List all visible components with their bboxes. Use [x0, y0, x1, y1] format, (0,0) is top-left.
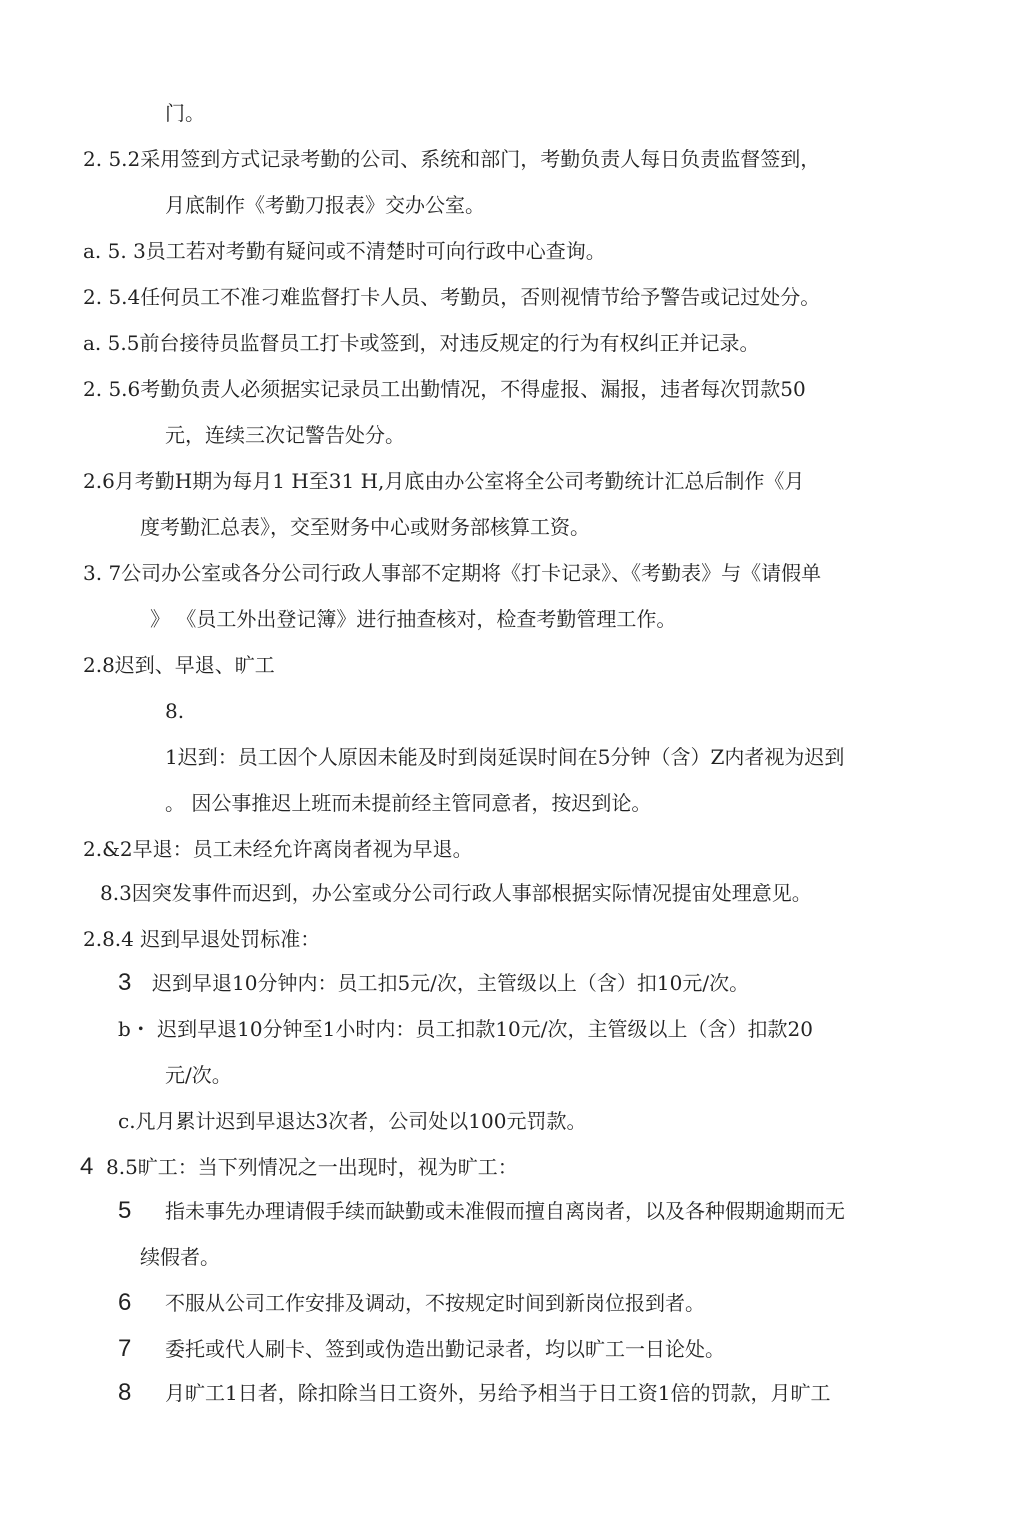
- text-line: 1迟到：员工因个人原因未能及时到岗延误时间在5分钟（含）Z内者视为迟到: [165, 745, 845, 769]
- text-line: 续假者。: [140, 1245, 220, 1269]
- text-line: 2. 5.6考勤负责人必须据实记录员工出勤情况，不得虚报、漏报，违者每次罚款50: [83, 377, 806, 401]
- list-marker: 4: [80, 1153, 94, 1180]
- list-marker: 5: [118, 1197, 132, 1224]
- text-line: 元，连续三次记警告处分。: [165, 423, 405, 447]
- text-line: 》 《员工外出登记簿》进行抽查核对，检查考勤管理工作。: [150, 607, 677, 631]
- text-line: c.凡月累计迟到早退达3次者，公司处以100元罚款。: [118, 1109, 587, 1133]
- text-line: 2. 5.2采用签到方式记录考勤的公司、系统和部门，考勤负责人每日负责监督签到，: [83, 147, 821, 171]
- text-line: 委托或代人刷卡、签到或伪造出勤记录者，均以旷工一日论处。: [165, 1337, 725, 1361]
- list-marker: 6: [118, 1289, 132, 1316]
- text-line: 不服从公司工作安排及调动，不按规定时间到新岗位报到者。: [165, 1291, 705, 1315]
- list-marker: 3: [118, 969, 132, 996]
- text-line: 8.3因突发事件而迟到，办公室或分公司行政人事部根据实际情况提宙处理意见。: [100, 881, 812, 905]
- text-line: 指未事先办理请假手续而缺勤或未准假而擅自离岗者，以及各种假期逾期而无: [165, 1199, 845, 1223]
- text-line: 元/次。: [165, 1063, 232, 1087]
- text-line: 8.: [165, 699, 185, 723]
- text-line: 2.8.4 迟到早退处罚标准：: [83, 927, 321, 951]
- text-line: 迟到早退10分钟内：员工扣5元/次，主管级以上（含）扣10元/次。: [152, 971, 750, 995]
- text-line: 门。: [165, 101, 205, 125]
- list-marker: 8: [118, 1379, 132, 1406]
- text-line: 度考勤汇总表》，交至财务中心或财务部核算工资。: [140, 515, 590, 539]
- text-line: 3. 7公司办公室或各分公司行政人事部不定期将《打卡记录》、《考勤表》与《请假单: [83, 561, 822, 585]
- text-line: 月旷工1日者，除扣除当日工资外，另给予相当于日工资1倍的罚款，月旷工: [165, 1381, 831, 1405]
- list-marker: 7: [118, 1335, 132, 1362]
- text-line: a. 5.5前台接待员监督员工打卡或签到，对违反规定的行为有权纠正并记录。: [83, 331, 760, 355]
- text-line: 8.5旷工：当下列情况之一出现时，视为旷工：: [106, 1155, 518, 1179]
- text-line: b・ 迟到早退10分钟至1小时内：员工扣款10元/次，主管级以上（含）扣款20: [118, 1017, 813, 1041]
- text-line: 。 因公事推迟上班而未提前经主管同意者，按迟到论。: [165, 791, 652, 815]
- text-line: 2.6月考勤H期为每月1 H至31 H,月底由办公室将全公司考勤统计汇总后制作《月: [83, 469, 805, 493]
- text-line: a. 5. 3员工若对考勤有疑问或不清楚时可向行政中心查询。: [83, 239, 606, 263]
- text-line: 2.&2早退：员工未经允许离岗者视为早退。: [83, 837, 473, 861]
- text-line: 2.8迟到、早退、旷工: [83, 653, 275, 677]
- text-line: 月底制作《考勤刀报表》交办公室。: [165, 193, 485, 217]
- text-line: 2. 5.4任何员工不准刁难监督打卡人员、考勤员，否则视情节给予警告或记过处分。: [83, 285, 821, 309]
